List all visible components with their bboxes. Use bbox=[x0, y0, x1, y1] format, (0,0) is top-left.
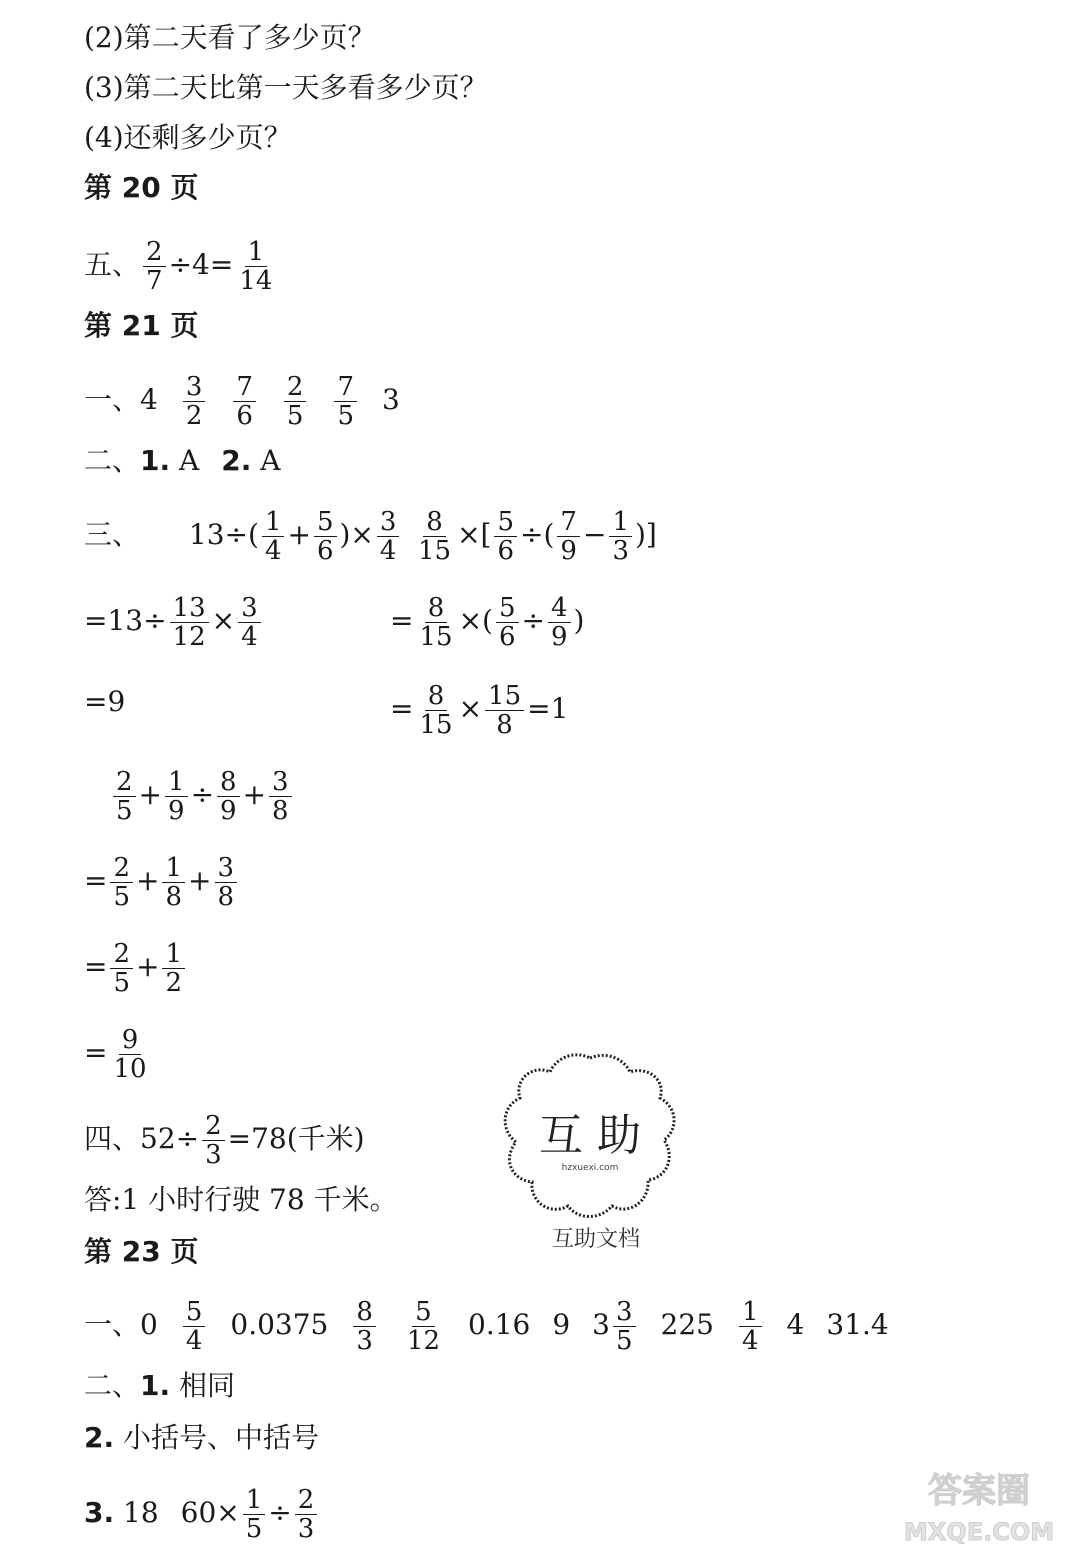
p23-two-2: 2. 小括号、中括号 bbox=[84, 1421, 320, 1454]
fraction: $\frac{9}{10}$ bbox=[113, 1025, 147, 1084]
fraction: $\frac{13}{12}$ bbox=[170, 594, 209, 651]
p21-answer: 答:1 小时行驶 78 千米。 bbox=[84, 1183, 398, 1216]
stamp-small-text: hzxuexi.com bbox=[561, 1163, 619, 1173]
p21-three-line1: 三、 13÷( $\frac{1}{4}$ + $\frac{5}{6}$ )× $\frac{3}{4}$ bbox=[84, 508, 402, 565]
fraction: $\frac{7}{9}$ bbox=[557, 508, 580, 565]
p23-two-3: 3. 18 60× $\frac{1}{5}$ ÷ $\frac{2}{3}$ bbox=[84, 1486, 320, 1543]
question-3: (3)第二天比第一天多看多少页？ bbox=[84, 71, 488, 104]
p23-two-1: 二、1. 相同 bbox=[84, 1369, 236, 1402]
watermark-top-text: 答案圈 bbox=[928, 1471, 1030, 1511]
p21-four: 四、52÷ $\frac{2}{3}$ =78(千米) bbox=[84, 1111, 365, 1170]
fraction: $\frac{5}{6}$ bbox=[496, 594, 519, 651]
p21-one: 一、4 $\frac{3}{2}$ $\frac{7}{6}$ $\frac{2}{5}$ $\frac{7}{5}$ 3 bbox=[84, 372, 400, 431]
p21-three-line4: $\frac{2}{5}$ + $\frac{1}{9}$ ÷ $\frac{8}{9}$ + $\frac{3}{8}$ bbox=[110, 768, 295, 825]
watermark-bottom-text: MXQE.COM bbox=[904, 1518, 1054, 1546]
fraction: $\frac{2}{7}$ bbox=[143, 238, 166, 295]
p23-one: 一、0 $\frac{5}{4}$ 0.0375 $\frac{8}{3}$ $\frac{5}{12}$ 0.16 9 3 $\frac{3}{5}$ 225 $\frac{1}{4}$ 4 31.4 bbox=[84, 1297, 889, 1356]
p21-three-line5: = $\frac{2}{5}$ + $\frac{1}{8}$ + $\frac{3}{8}$ bbox=[84, 854, 240, 911]
fraction: $\frac{5}{6}$ bbox=[314, 508, 337, 565]
p21-three-line1b: $\frac{8}{15}$ ×[ $\frac{5}{6}$ ÷( $\frac{7}{9}$ − $\frac{1}{3}$ )] bbox=[412, 508, 657, 565]
fraction: $\frac{1}{9}$ bbox=[165, 768, 188, 825]
fraction: $\frac{3}{4}$ bbox=[377, 508, 400, 565]
fraction: $\frac{1}{14}$ bbox=[239, 237, 273, 296]
question-2: (2)第二天看了多少页？ bbox=[84, 21, 376, 54]
fraction: $\frac{7}{5}$ bbox=[334, 373, 357, 430]
fraction: $\frac{1}{4}$ bbox=[262, 508, 285, 565]
fraction: $\frac{8}{15}$ bbox=[419, 593, 453, 652]
p21-three-line2: =13÷ $\frac{13}{12}$ × $\frac{3}{4}$ bbox=[84, 594, 264, 651]
fraction: $\frac{1}{8}$ bbox=[162, 854, 185, 911]
p21-three-line7: = $\frac{9}{10}$ bbox=[84, 1026, 153, 1083]
fraction: $\frac{8}{9}$ bbox=[217, 768, 240, 825]
p21-two: 二、1. A 2. A bbox=[84, 444, 281, 477]
stamp-logo bbox=[500, 1050, 680, 1220]
p21-three-line3b: = $\frac{8}{15}$ × $\frac{15}{8}$ =1 bbox=[390, 681, 569, 740]
watermark-logo bbox=[904, 1460, 1054, 1550]
fraction: $\frac{5}{4}$ bbox=[183, 1298, 206, 1355]
fraction: $\frac{7}{6}$ bbox=[233, 373, 256, 430]
fraction: $\frac{3}{8}$ bbox=[215, 854, 238, 911]
stamp-caption: 互助文档 bbox=[552, 1227, 641, 1252]
fraction: $\frac{5}{6}$ bbox=[494, 508, 517, 565]
fraction: $\frac{2}{5}$ bbox=[110, 940, 133, 997]
fraction: $\frac{1}{5}$ bbox=[243, 1486, 266, 1543]
p20-five: 五、 $\frac{2}{7}$ ÷4= $\frac{1}{14}$ bbox=[84, 238, 278, 295]
p21-three-line3: =9 bbox=[84, 685, 126, 718]
fraction: $\frac{2}{5}$ bbox=[284, 373, 307, 430]
fraction: $\frac{2}{5}$ bbox=[110, 854, 133, 911]
fraction: $\frac{8}{3}$ bbox=[353, 1298, 376, 1355]
p21-three-line6: = $\frac{2}{5}$ + $\frac{1}{2}$ bbox=[84, 940, 188, 997]
fraction: $\frac{3}{2}$ bbox=[183, 373, 206, 430]
fraction: $\frac{2}{5}$ bbox=[113, 768, 136, 825]
p21-three-line2b: = $\frac{8}{15}$ ×( $\frac{5}{6}$ ÷ $\frac{4}{9}$ ) bbox=[390, 593, 585, 652]
fraction: $\frac{1}{2}$ bbox=[162, 940, 185, 997]
fraction: $\frac{8}{15}$ bbox=[419, 681, 453, 740]
fraction: $\frac{4}{9}$ bbox=[548, 594, 571, 651]
fraction: $\frac{1}{3}$ bbox=[609, 508, 632, 565]
stamp-big-text: 互 助 bbox=[539, 1110, 641, 1161]
fraction: $\frac{3}{8}$ bbox=[269, 768, 292, 825]
question-4: (4)还剩多少页？ bbox=[84, 121, 292, 154]
fraction: $\frac{2}{3}$ bbox=[295, 1486, 318, 1543]
fraction: $\frac{3}{4}$ bbox=[238, 594, 261, 651]
heading-page-23: 第 23 页 bbox=[84, 1235, 199, 1268]
heading-page-20: 第 20 页 bbox=[84, 171, 199, 204]
fraction: $\frac{15}{8}$ bbox=[485, 682, 524, 739]
fraction: $\frac{3}{5}$ bbox=[613, 1298, 636, 1355]
fraction: $\frac{2}{3}$ bbox=[202, 1112, 225, 1169]
fraction: $\frac{1}{4}$ bbox=[739, 1298, 762, 1355]
fraction: $\frac{8}{15}$ bbox=[418, 507, 452, 566]
fraction: $\frac{5}{12}$ bbox=[406, 1297, 440, 1356]
heading-page-21: 第 21 页 bbox=[84, 309, 199, 342]
